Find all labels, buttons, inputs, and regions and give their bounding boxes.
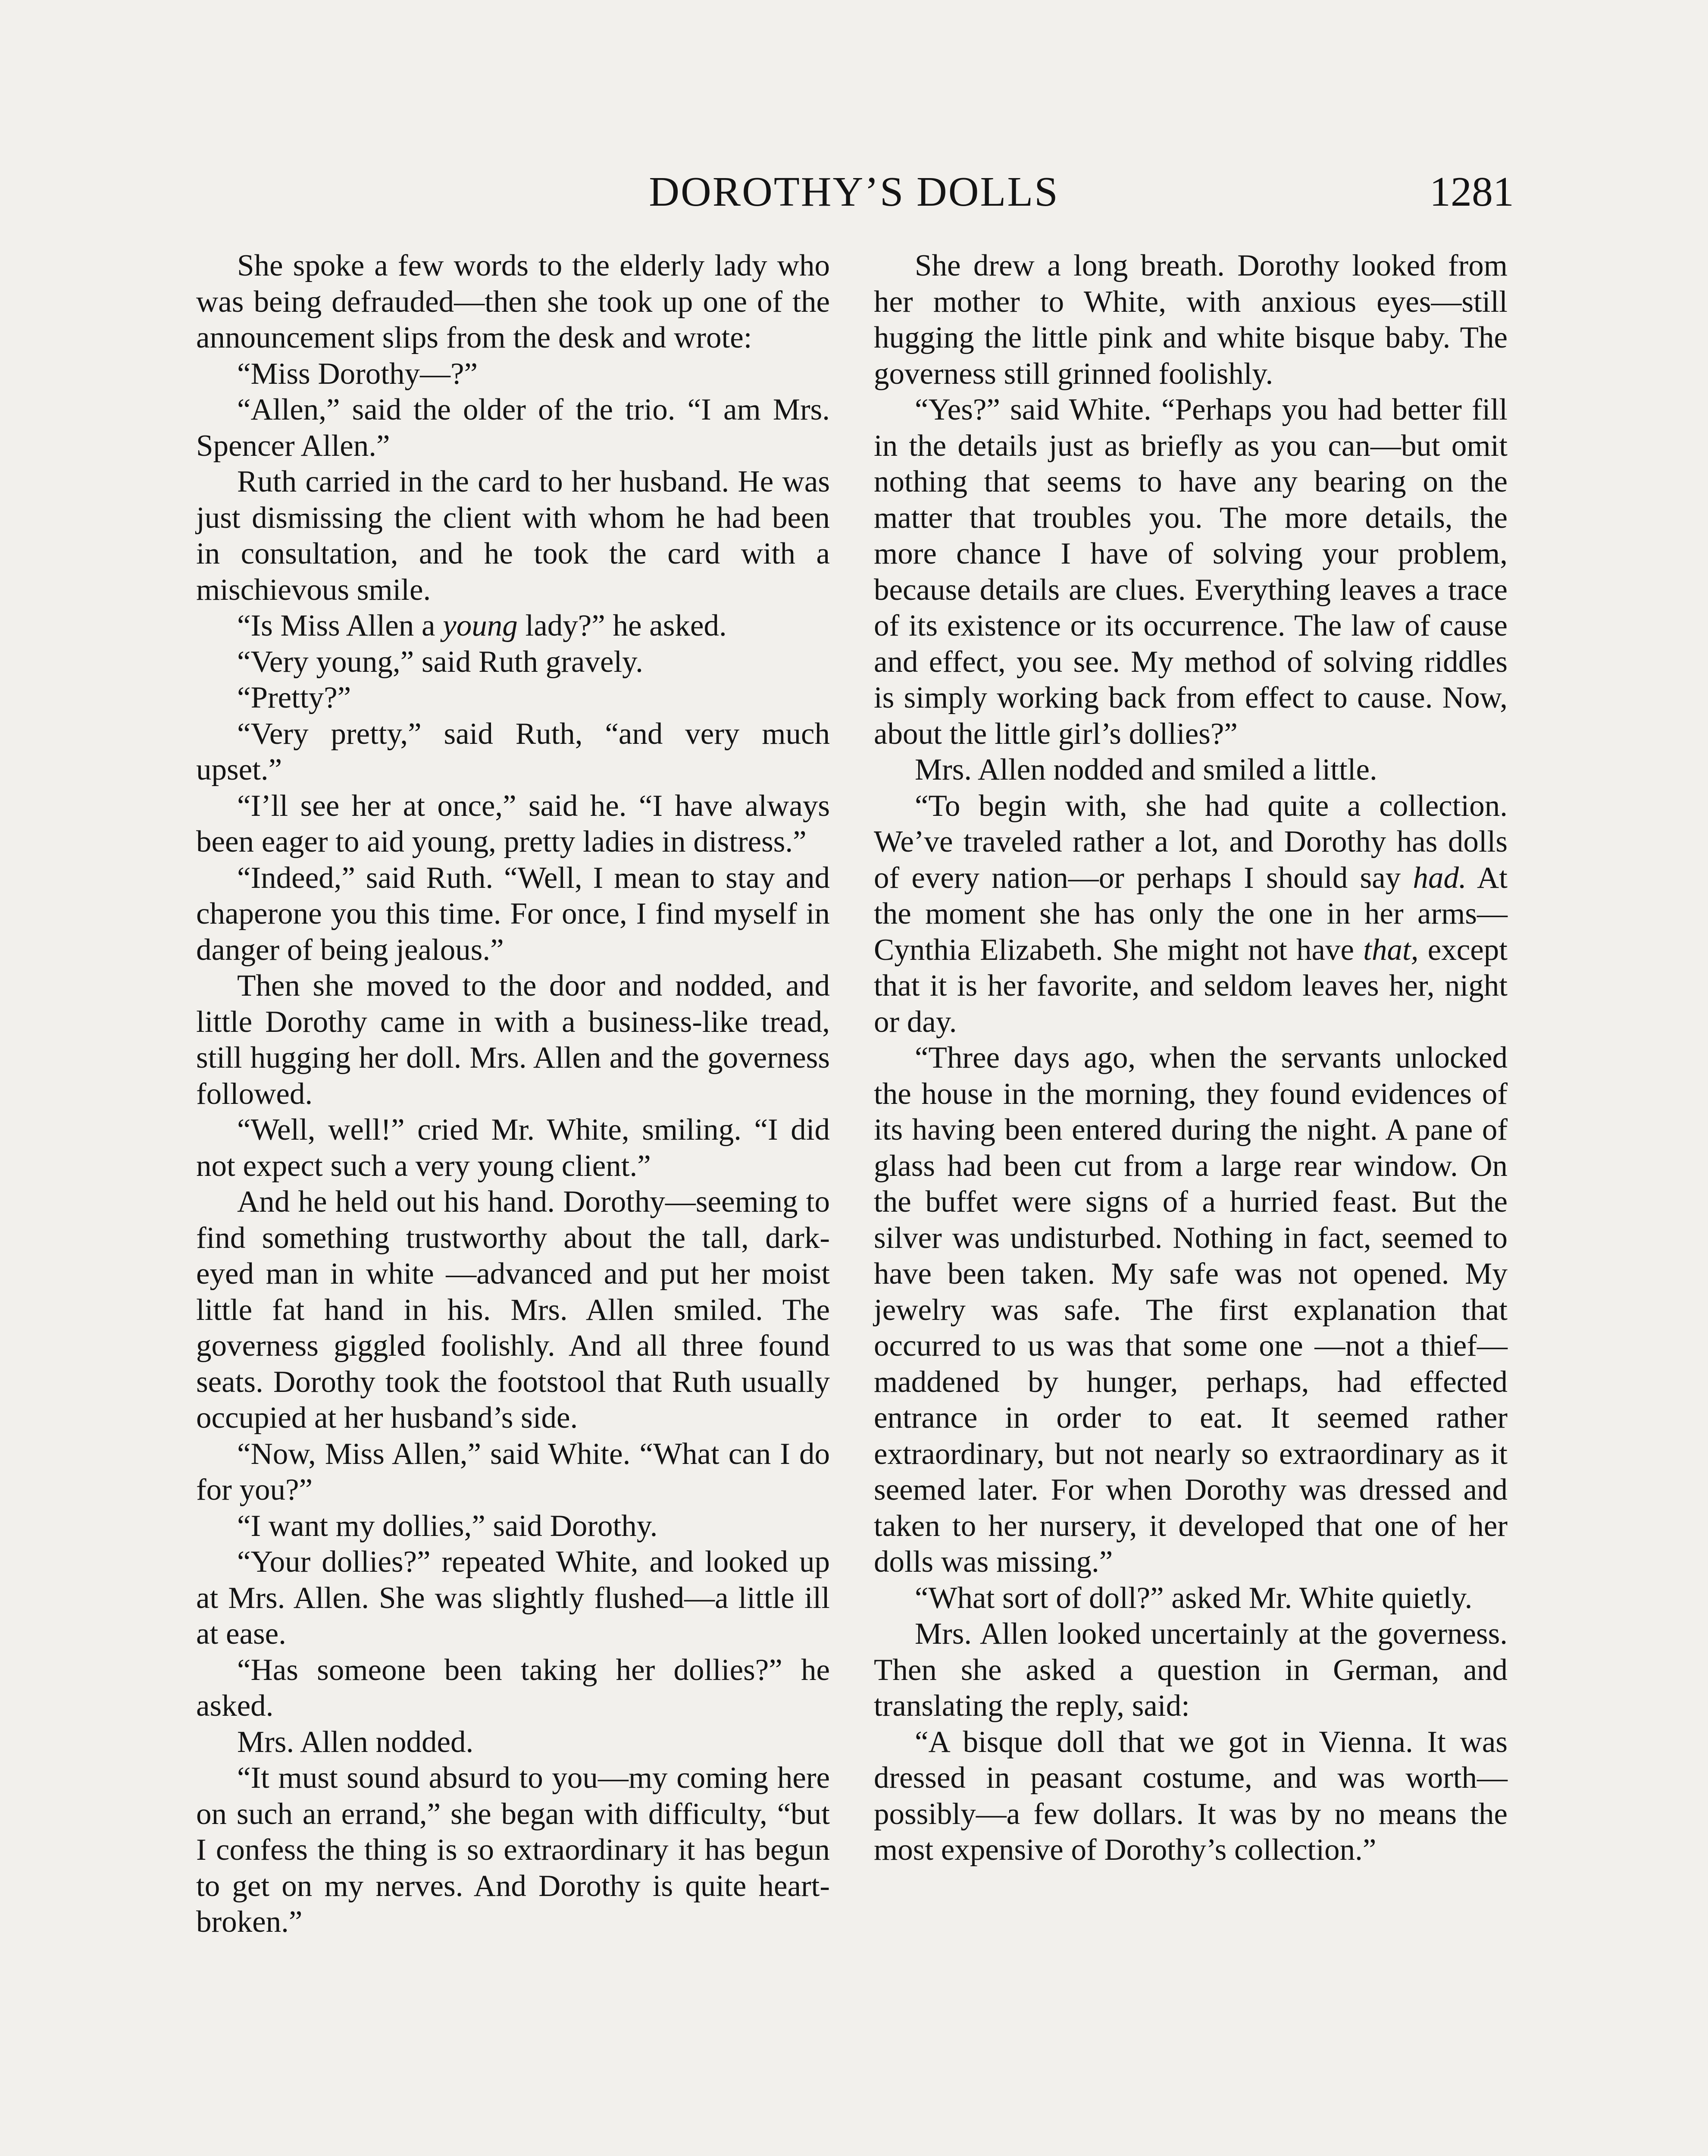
right-text-column <box>874 248 1508 1868</box>
paragraph: Mrs. Allen nodded and smiled a little. <box>915 753 1377 787</box>
paragraph: “To begin with, she had quite a collection. We’ve traveled rather a lot, and Dorothy has dolls of every nation—or perhaps I should say had. At the moment she has only the one in her arms—Cynthia Elizabeth. She might not have that, except that it is her favorite, and seldom leaves her, night or day. <box>874 789 1508 1039</box>
paragraph: She drew a long breath. Dorothy looked from her mother to White, with anxious eyes—still hugging the little pink and white bisque baby. The governess still grinned foolishly. <box>874 249 1508 391</box>
paragraph: “Very young,” said Ruth gravely. <box>237 645 643 679</box>
paragraph: “Well, well!” cried Mr. White, smiling. “I did not expect such a very young client.” <box>196 1113 830 1183</box>
paragraph: “I’ll see her at once,” said he. “I have always been eager to aid young, pretty ladies in distress.” <box>196 789 830 859</box>
paragraph: “Now, Miss Allen,” said White. “What can I do for you?” <box>196 1437 830 1507</box>
paragraph: “What sort of doll?” asked Mr. White quietly. <box>915 1581 1473 1615</box>
paragraph: “Indeed,” said Ruth. “Well, I mean to stay and chaperone you this time. For once, I find myself in danger of being jealous.” <box>196 861 830 967</box>
paragraph: She spoke a few words to the elderly lady who was being defrauded—then she took up one of the announcement slips from the desk and wrote: <box>196 249 830 354</box>
paragraph: “Yes?” said White. “Perhaps you had better fill in the details just as briefly as you can—but omit nothing that seems to have any bearing on the matter that troubles you. The more details, the more chance I have of solving your problem, because details are clues. Everything leaves a trace of its existence or its occurrence. The law of cause and effect, you see. My method of solving riddles is simply working back from effect to cause. Now, about the little girl’s dollies?” <box>874 393 1508 751</box>
paragraph: “Allen,” said the older of the trio. “I am Mrs. Spencer Allen.” <box>196 393 830 463</box>
paragraph: “A bisque doll that we got in Vienna. It was dressed in peasant costume, and was worth—possibly—a few dollars. It was by no means the most expensive of Dorothy’s collection.” <box>874 1725 1508 1867</box>
emphasis: that, <box>1363 933 1419 967</box>
page-number: 1281 <box>1430 169 1514 215</box>
paragraph: Mrs. Allen nodded. <box>237 1725 474 1759</box>
paragraph: “Is Miss Allen a young lady?” he asked. <box>237 609 727 642</box>
paragraph: Then she moved to the door and nodded, and little Dorothy came in with a business-like tread, still hugging her doll. Mrs. Allen and the governess followed. <box>196 969 830 1111</box>
paragraph: “Three days ago, when the servants unlocked the house in the morning, they found evidences of its having been entered during the night. A pane of glass had been cut from a large rear window. On the buffet were signs of a hurried feast. But the silver was undisturbed. Nothing in fact, seemed to have been taken. My safe was not opened. My jewelry was safe. The first explanation that occurred to us was that some one —not a thief—maddened by hunger, perhaps, had effected entrance in order to eat. It seemed rather extraordinary, but not nearly so extraordinary as it seemed later. For when Dorothy was dressed and taken to her nursery, it developed that one of her dolls was missing.” <box>874 1041 1508 1579</box>
paragraph: Ruth carried in the card to her husband. He was just dismissing the client with whom he had been in consultation, and he took the card with a mischievous smile. <box>196 465 830 607</box>
paragraph: “Your dollies?” repeated White, and looked up at Mrs. Allen. She was slightly flushed—a little ill at ease. <box>196 1545 830 1651</box>
emphasis: young <box>443 609 518 642</box>
left-text-column <box>196 248 830 1940</box>
paragraph: “Miss Dorothy—?” <box>237 357 478 391</box>
paragraph: “I want my dollies,” said Dorothy. <box>237 1509 658 1543</box>
paragraph: “Has someone been taking her dollies?” he asked. <box>196 1653 830 1723</box>
emphasis: had. <box>1413 861 1467 895</box>
paragraph: Mrs. Allen looked uncertainly at the governess. Then she asked a question in German, and translating the reply, said: <box>874 1617 1508 1723</box>
paragraph: And he held out his hand. Dorothy—seeming to find something trustworthy about the tall, dark-eyed man in white —advanced and put her moist little fat hand in his. Mrs. Allen smiled. The governess giggled foolishly. And all three found seats. Dorothy took the footstool that Ruth usually occupied at her husband’s side. <box>196 1185 830 1435</box>
paragraph: “Pretty?” <box>237 681 351 714</box>
running-header <box>194 160 1514 224</box>
paragraph: “It must sound absurd to you—my coming here on such an errand,” she began with difficulty, “but I confess the thing is so extraordinary it has begun to get on my nerves. And Dorothy is quite heart-broken.” <box>196 1761 830 1939</box>
story-title: DOROTHY’S DOLLS <box>649 169 1059 215</box>
paragraph: “Very pretty,” said Ruth, “and very much upset.” <box>196 717 830 787</box>
